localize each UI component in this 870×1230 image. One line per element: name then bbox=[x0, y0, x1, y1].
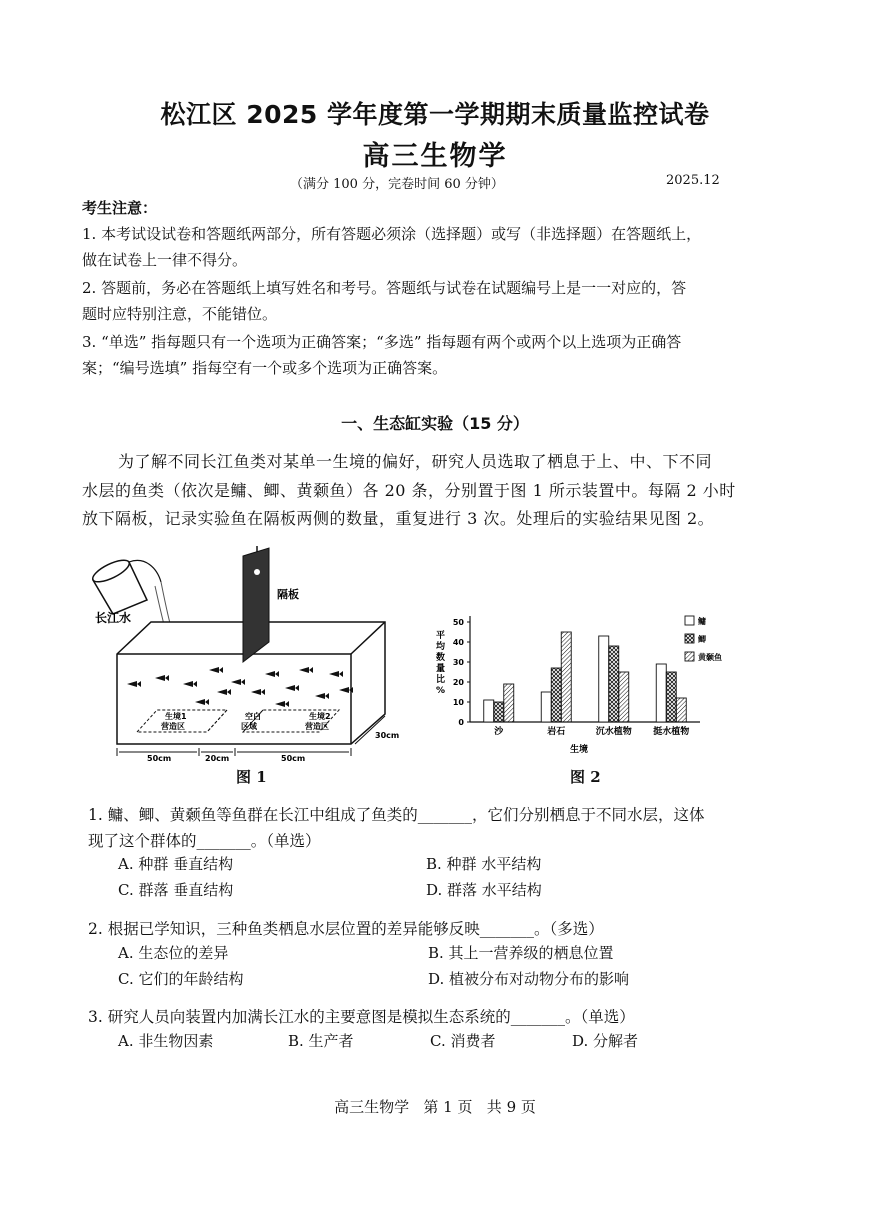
q3-option-a: A. 非生物因素 bbox=[118, 1032, 214, 1050]
zone2-label: 营造区 bbox=[305, 722, 329, 731]
divider-board bbox=[243, 546, 269, 662]
zone1-label: 营造区 bbox=[161, 722, 185, 731]
chart-y-tick-label: 0 bbox=[458, 718, 464, 727]
chart-bar bbox=[656, 664, 666, 722]
section-title: 一、生态缸实验（15 分） bbox=[341, 414, 529, 433]
q2-option-d: D. 植被分布对动物分布的影响 bbox=[428, 970, 630, 988]
q3-option-c: C. 消费者 bbox=[430, 1032, 496, 1050]
notice-heading: 考生注意： bbox=[82, 199, 158, 217]
exam-subject: 高三生物学 bbox=[362, 141, 508, 172]
chart-legend-swatch bbox=[685, 634, 694, 643]
chart-y-tick-label: 50 bbox=[452, 618, 464, 627]
exam-title: 松江区 2025 学年度第一学期期末质量监控试卷 bbox=[160, 100, 710, 129]
zone2-label: 生境2 bbox=[309, 712, 331, 721]
question-1-text: 1. 鳙、鲫、黄颡鱼等鱼群在长江中组成了鱼类的_______，它们分别栖息于不同水层，这体 bbox=[88, 806, 705, 824]
chart-bar bbox=[676, 698, 686, 722]
intro-line: 放下隔板，记录实验鱼在隔板两侧的数量，重复进行 3 次。处理后的实验结果见图 2。 bbox=[82, 509, 715, 528]
dim-label: 30cm bbox=[375, 731, 400, 740]
q2-option-a: A. 生态位的差异 bbox=[118, 944, 229, 962]
q1-option-d: D. 群落 水平结构 bbox=[426, 881, 542, 899]
figure2-chart bbox=[430, 600, 730, 760]
chart-bar bbox=[541, 692, 551, 722]
chart-bar bbox=[619, 672, 629, 722]
notice-line: 题时应特别注意，不能错位。 bbox=[82, 305, 278, 323]
chart-bar bbox=[666, 672, 676, 722]
exam-meta: （满分 100 分，完卷时间 60 分钟） bbox=[290, 177, 504, 192]
label-water: 长江水 bbox=[95, 611, 132, 625]
notice-line: 做在试卷上一律不得分。 bbox=[82, 251, 248, 269]
chart-x-tick-label: 挺水植物 bbox=[653, 727, 690, 737]
exam-date: 2025.12 bbox=[666, 173, 720, 188]
chart-y-tick-label: 10 bbox=[452, 698, 464, 707]
q1-option-c: C. 群落 垂直结构 bbox=[118, 881, 234, 899]
zone-mid-label: 空白 bbox=[245, 712, 261, 721]
zone-mid-label: 区域 bbox=[241, 722, 257, 731]
page-footer: 高三生物学 第 1 页 共 9 页 bbox=[334, 1098, 536, 1116]
notice-line: 1. 本考试设试卷和答题纸两部分，所有答题必须涂（选择题）或写（非选择题）在答题纸上， bbox=[82, 225, 702, 243]
chart-bar bbox=[484, 700, 494, 722]
chart-bar bbox=[551, 668, 561, 722]
q3-option-d: D. 分解者 bbox=[572, 1032, 639, 1050]
dim-label: 50cm bbox=[147, 754, 172, 762]
q3-option-b: B. 生产者 bbox=[288, 1032, 354, 1050]
chart-xlabel: 生境 bbox=[570, 745, 589, 755]
figure1-apparatus bbox=[85, 542, 415, 762]
dim-label: 50cm bbox=[281, 754, 306, 762]
chart-legend-label: 鳙 bbox=[698, 617, 706, 626]
chart-legend-swatch bbox=[685, 616, 694, 625]
intro-line: 水层的鱼类（依次是鳙、鲫、黄颡鱼）各 20 条，分别置于图 1 所示装置中。每隔 2 小时 bbox=[82, 481, 736, 500]
chart-y-tick-label: 20 bbox=[452, 678, 464, 687]
q2-option-b: B. 其上一营养级的栖息位置 bbox=[428, 944, 614, 962]
zone1-label: 生境1 bbox=[165, 712, 187, 721]
chart-bar bbox=[599, 636, 609, 722]
chart-x-tick-label: 岩石 bbox=[547, 727, 566, 737]
chart-bar bbox=[494, 702, 504, 722]
chart-ylabel: 平均数量比% bbox=[436, 631, 446, 696]
question-3-text: 3. 研究人员向装置内加满长江水的主要意图是模拟生态系统的_______。（单选） bbox=[88, 1008, 635, 1026]
chart-legend-swatch bbox=[685, 652, 694, 661]
chart-y-tick-label: 30 bbox=[452, 658, 464, 667]
q2-option-c: C. 它们的年龄结构 bbox=[118, 970, 244, 988]
q1-option-b: B. 种群 水平结构 bbox=[426, 855, 542, 873]
dim-label: 20cm bbox=[205, 754, 230, 762]
label-board: 隔板 bbox=[277, 588, 299, 601]
question-1-text: 现了这个群体的_______。（单选） bbox=[88, 832, 321, 850]
notice-line: 3. “单选” 指每题只有一个选项为正确答案；“多选” 指每题有两个或两个以上选项为正确答 bbox=[82, 333, 682, 351]
chart-x-tick-label: 沙 bbox=[494, 727, 504, 737]
chart-bar bbox=[561, 632, 571, 722]
question-2-text: 2. 根据已学知识，三种鱼类栖息水层位置的差异能够反映_______。（多选） bbox=[88, 920, 604, 938]
chart-legend-label: 鲫 bbox=[698, 635, 706, 644]
chart-bar bbox=[504, 684, 514, 722]
notice-line: 案；“编号选填” 指每空有一个或多个选项为正确答案。 bbox=[82, 359, 448, 377]
chart-legend-label: 黄颡鱼 bbox=[698, 653, 722, 662]
chart-x-tick-label: 沉水植物 bbox=[595, 727, 632, 737]
figure2-caption: 图 2 bbox=[570, 768, 601, 786]
chart-bar bbox=[609, 646, 619, 722]
chart-y-tick-label: 40 bbox=[452, 638, 464, 647]
figure1-caption: 图 1 bbox=[236, 768, 267, 786]
q1-option-a: A. 种群 垂直结构 bbox=[118, 855, 234, 873]
intro-line: 为了解不同长江鱼类对某单一生境的偏好，研究人员选取了栖息于上、中、下不同 bbox=[118, 452, 713, 471]
notice-line: 2. 答题前，务必在答题纸上填写姓名和考号。答题纸与试卷在试题编号上是一一对应的，答 bbox=[82, 279, 687, 297]
